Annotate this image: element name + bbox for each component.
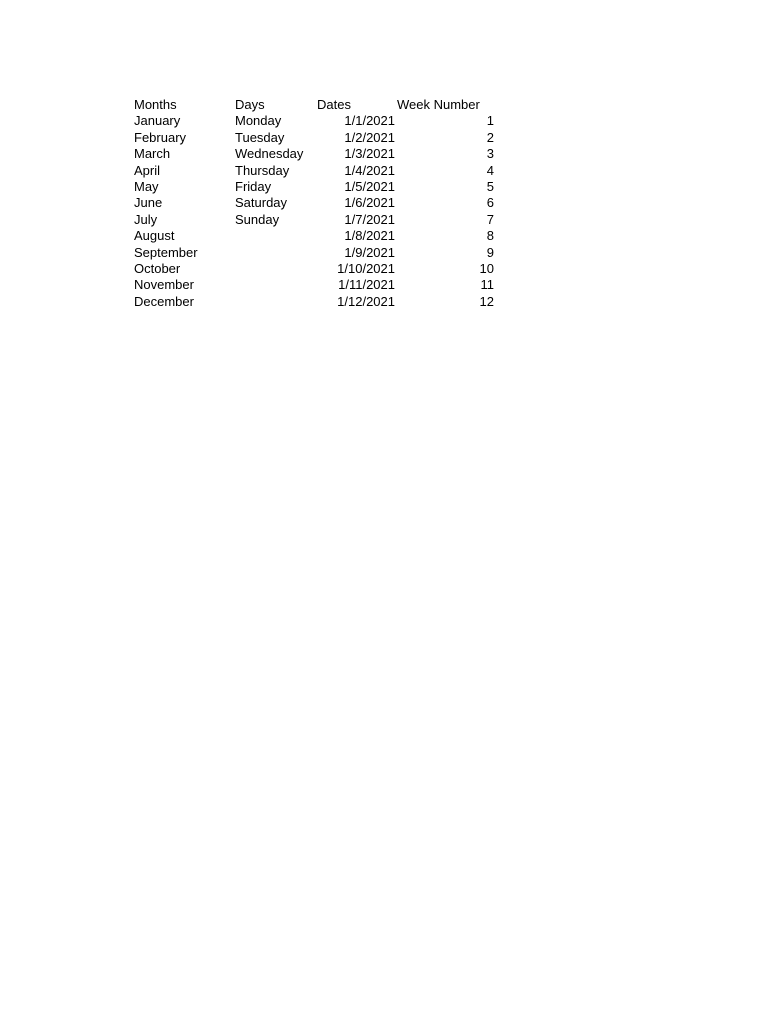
header-months: Months [134, 97, 177, 112]
table-row [134, 261, 494, 277]
cell-month: July [134, 211, 158, 227]
cell-month: December [134, 293, 194, 309]
cell-date: 1/12/2021 [337, 293, 395, 309]
cell-month: May [134, 179, 159, 195]
cell-date: 1/8/2021 [344, 228, 395, 244]
spreadsheet-page [134, 97, 494, 310]
cell-day: Monday [235, 113, 282, 129]
header-row [134, 97, 494, 113]
header-days: Days [235, 97, 265, 112]
cell-date: 1/2/2021 [344, 129, 395, 145]
cell-day: Thursday [235, 162, 290, 178]
cell-week-number: 12 [479, 293, 494, 309]
cell-week-number: 1 [486, 113, 494, 129]
cell-month: June [134, 195, 163, 211]
cell-week-number: 10 [479, 261, 494, 277]
table-row [134, 113, 494, 129]
cell-month: April [134, 162, 161, 178]
cell-date: 1/4/2021 [344, 162, 395, 178]
cell-week-number: 3 [486, 146, 494, 162]
cell-date: 1/10/2021 [337, 261, 395, 277]
cell-day: Saturday [235, 195, 288, 211]
cell-month: February [134, 129, 187, 145]
cell-day [235, 261, 315, 277]
header-week-number: Week Number [397, 97, 480, 112]
cell-month: August [134, 228, 175, 244]
cell-date: 1/1/2021 [344, 113, 395, 129]
table-row [134, 130, 494, 146]
table-row [134, 179, 494, 195]
cell-date: 1/3/2021 [344, 146, 395, 162]
table-row [134, 146, 494, 162]
cell-date: 1/11/2021 [338, 277, 395, 293]
cell-week-number: 9 [486, 244, 494, 260]
table-row [134, 277, 494, 293]
table-row [134, 212, 494, 228]
cell-week-number: 11 [480, 277, 494, 293]
cell-month: September [134, 244, 198, 260]
cell-week-number: 2 [486, 129, 494, 145]
cell-day: Tuesday [235, 129, 285, 145]
table-row [134, 294, 494, 310]
cell-date: 1/7/2021 [344, 211, 395, 227]
cell-week-number: 5 [486, 179, 494, 195]
cell-day: Friday [235, 179, 272, 195]
table-row [134, 195, 494, 211]
cell-week-number: 8 [486, 228, 494, 244]
data-table [134, 97, 494, 310]
cell-week-number: 4 [486, 162, 494, 178]
header-dates: Dates [317, 97, 351, 112]
table-body [134, 113, 494, 310]
cell-date: 1/5/2021 [344, 179, 395, 195]
cell-day: Wednesday [235, 146, 304, 162]
cell-month: October [134, 261, 181, 277]
cell-week-number: 7 [486, 211, 494, 227]
cell-week-number: 6 [486, 195, 494, 211]
cell-day: Sunday [235, 211, 280, 227]
cell-day [235, 228, 315, 244]
cell-date: 1/9/2021 [344, 244, 395, 260]
table-row [134, 163, 494, 179]
cell-month: March [134, 146, 171, 162]
cell-day [235, 277, 315, 293]
cell-day [235, 294, 315, 310]
cell-date: 1/6/2021 [344, 195, 395, 211]
table-row [134, 245, 494, 261]
cell-month: November [134, 277, 194, 293]
cell-month: January [134, 113, 181, 129]
cell-day [235, 245, 315, 261]
table-row [134, 228, 494, 244]
